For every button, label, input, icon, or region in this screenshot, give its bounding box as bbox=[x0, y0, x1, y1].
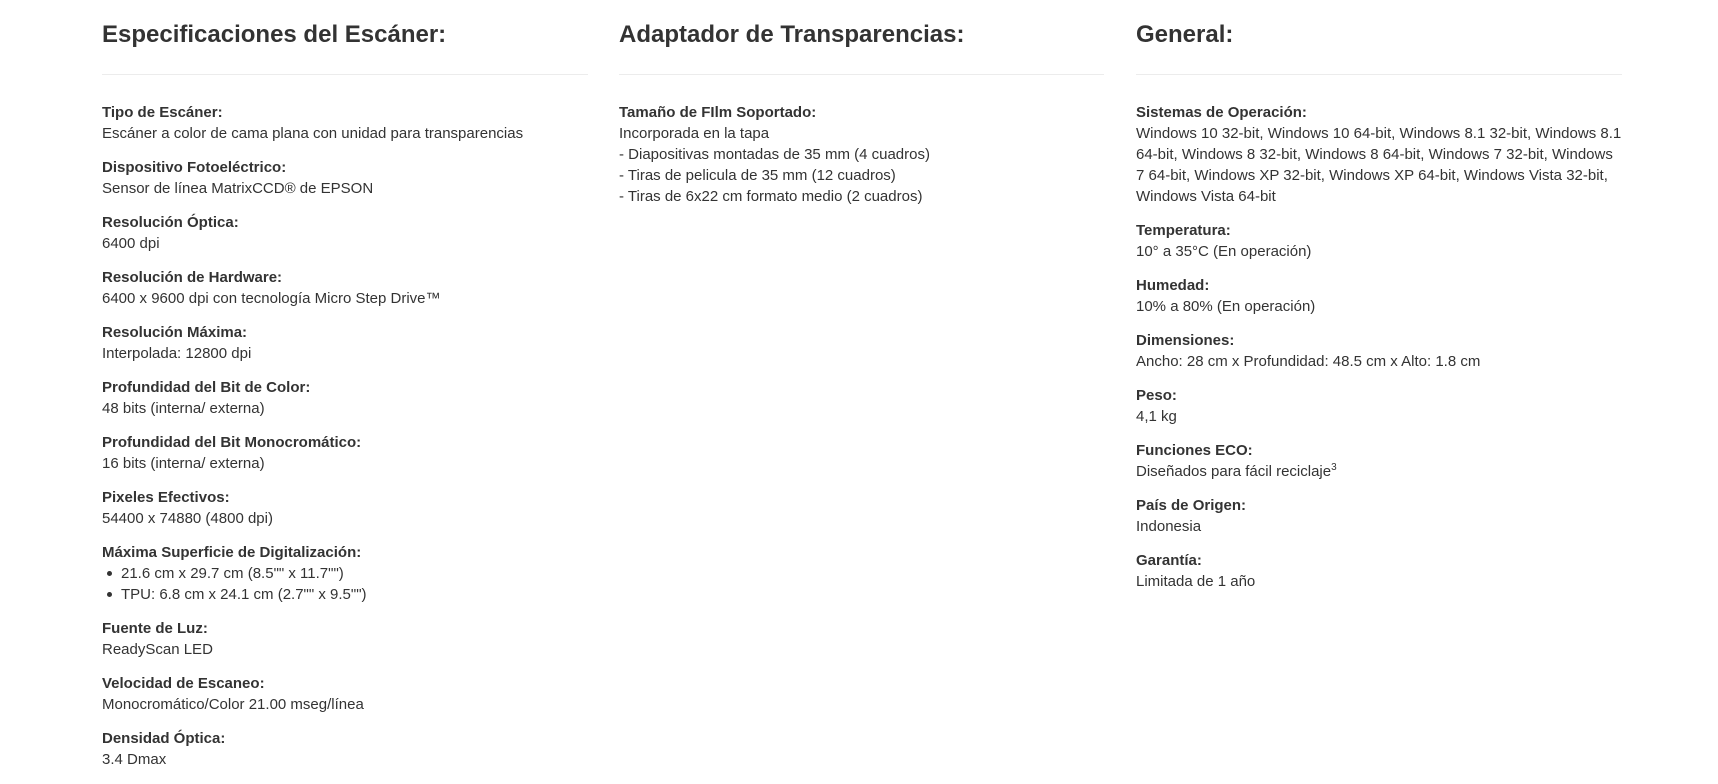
spec-label: Resolución Óptica: bbox=[102, 214, 239, 231]
spec-label: Dimensiones: bbox=[1136, 332, 1235, 349]
spec-eco-features bbox=[1136, 440, 1622, 482]
divider bbox=[619, 74, 1104, 75]
spec-label: Profundidad del Bit de Color: bbox=[102, 379, 311, 396]
spec-scan-speed bbox=[102, 673, 588, 715]
transparency-adapter-column bbox=[619, 0, 1104, 220]
spec-label: Tipo de Escáner: bbox=[102, 104, 223, 121]
spec-supported-film-size bbox=[619, 102, 1104, 207]
spec-temperature bbox=[1136, 220, 1622, 262]
spec-value: Interpolada: 12800 dpi bbox=[102, 345, 252, 362]
spec-value: Indonesia bbox=[1136, 518, 1202, 535]
spec-label: Garantía: bbox=[1136, 552, 1202, 569]
spec-label: Temperatura: bbox=[1136, 222, 1231, 239]
spec-value: Sensor de línea MatrixCCD® de EPSON bbox=[102, 180, 374, 197]
spec-value: Escáner a color de cama plana con unidad para transparencias bbox=[102, 125, 524, 142]
general-title: General: bbox=[1136, 21, 1234, 48]
spec-humidity bbox=[1136, 275, 1622, 317]
spec-value: 6400 x 9600 dpi con tecnología Micro Step Drive™ bbox=[102, 290, 441, 307]
spec-value: ReadyScan LED bbox=[102, 641, 213, 658]
spec-optical-density bbox=[102, 728, 588, 770]
footnote-marker: 3 bbox=[1331, 462, 1337, 473]
spec-label: Funciones ECO: bbox=[1136, 442, 1253, 459]
spec-label: Densidad Óptica: bbox=[102, 730, 226, 747]
spec-mono-bit-depth bbox=[102, 432, 588, 474]
spec-label: Profundidad del Bit Monocromático: bbox=[102, 434, 362, 451]
spec-value: Limitada de 1 año bbox=[1136, 573, 1256, 590]
spec-label: Velocidad de Escaneo: bbox=[102, 675, 265, 692]
spec-scanner-type bbox=[102, 102, 588, 144]
spec-photoelectric-device bbox=[102, 157, 588, 199]
spec-label: Peso: bbox=[1136, 387, 1177, 404]
list-item: TPU: 6.8 cm x 24.1 cm (2.7"" x 9.5"") bbox=[121, 584, 588, 605]
spec-value: Diseñados para fácil reciclaje bbox=[1136, 463, 1332, 480]
list-item: 21.6 cm x 29.7 cm (8.5"" x 11.7"") bbox=[121, 563, 588, 584]
general-spec-list bbox=[1136, 102, 1622, 592]
scanner-spec-list bbox=[102, 102, 588, 770]
spec-value: 54400 x 74880 (4800 dpi) bbox=[102, 510, 273, 527]
spec-value: 48 bits (interna/ externa) bbox=[102, 400, 265, 417]
spec-label: Resolución Máxima: bbox=[102, 324, 248, 341]
divider bbox=[102, 74, 588, 75]
scanner-specs-column bbox=[102, 0, 588, 783]
spec-value: Monocromático/Color 21.00 mseg/línea bbox=[102, 696, 364, 713]
spec-weight bbox=[1136, 385, 1622, 427]
spec-label: Dispositivo Fotoeléctrico: bbox=[102, 159, 287, 176]
spec-value: 3.4 Dmax bbox=[102, 751, 167, 768]
spec-label: Fuente de Luz: bbox=[102, 620, 208, 637]
spec-value-with-footnote bbox=[1136, 461, 1622, 482]
spec-max-scan-area bbox=[102, 542, 588, 605]
spec-label: Resolución de Hardware: bbox=[102, 269, 283, 286]
spec-value: 4,1 kg bbox=[1136, 408, 1177, 425]
spec-operating-systems bbox=[1136, 102, 1622, 207]
spec-max-resolution bbox=[102, 322, 588, 364]
spec-label: Pixeles Efectivos: bbox=[102, 489, 230, 506]
spec-country-of-origin bbox=[1136, 495, 1622, 537]
spec-value-line: - Tiras de pelicula de 35 mm (12 cuadros) bbox=[619, 167, 896, 184]
spec-hardware-resolution bbox=[102, 267, 588, 309]
spec-value-line: - Diapositivas montadas de 35 mm (4 cuadros) bbox=[619, 146, 930, 163]
spec-value: Ancho: 28 cm x Profundidad: 48.5 cm x Alto: 1.8 cm bbox=[1136, 353, 1481, 370]
spec-color-bit-depth bbox=[102, 377, 588, 419]
spec-label: Máxima Superficie de Digitalización: bbox=[102, 544, 362, 561]
spec-bullet-list bbox=[102, 563, 588, 605]
spec-dimensions bbox=[1136, 330, 1622, 372]
spec-effective-pixels bbox=[102, 487, 588, 529]
spec-value-line: Incorporada en la tapa bbox=[619, 125, 770, 142]
spec-label: País de Origen: bbox=[1136, 497, 1247, 514]
spec-optical-resolution bbox=[102, 212, 588, 254]
spec-light-source bbox=[102, 618, 588, 660]
spec-label: Sistemas de Operación: bbox=[1136, 104, 1307, 121]
spec-value: Windows 10 32-bit, Windows 10 64-bit, Windows 8.1 32-bit, Windows 8.1 64-bit, Windows 8 32-bit, Windows 8 64-bit, Windows 7 32-bit, Windows 7 64-bit, Windows XP 32-bit, Windows XP 64-bit, Windows Vista 32-bit, Windows Vista 64-bit bbox=[1136, 125, 1622, 205]
spec-value: 10° a 35°C (En operación) bbox=[1136, 243, 1312, 260]
divider bbox=[1136, 74, 1622, 75]
spec-value: 10% a 80% (En operación) bbox=[1136, 298, 1316, 315]
general-column bbox=[1136, 0, 1622, 605]
spec-value: 6400 dpi bbox=[102, 235, 160, 252]
transparency-adapter-title: Adaptador de Transparencias: bbox=[619, 21, 965, 48]
spec-value: 16 bits (interna/ externa) bbox=[102, 455, 265, 472]
spec-warranty bbox=[1136, 550, 1622, 592]
spec-label: Humedad: bbox=[1136, 277, 1210, 294]
transparency-spec-list bbox=[619, 102, 1104, 207]
spec-value-line: - Tiras de 6x22 cm formato medio (2 cuadros) bbox=[619, 188, 923, 205]
spec-label: Tamaño de FIlm Soportado: bbox=[619, 104, 817, 121]
scanner-specs-title: Especificaciones del Escáner: bbox=[102, 21, 447, 48]
